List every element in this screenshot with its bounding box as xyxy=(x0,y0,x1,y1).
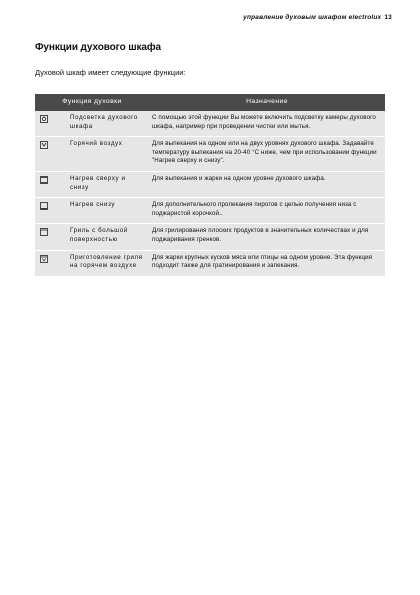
icon-cell xyxy=(35,111,67,137)
fan-heating-icon xyxy=(40,141,48,149)
oven-light-icon xyxy=(40,115,48,123)
table-row xyxy=(35,111,385,137)
function-description: Для жарки крупных кусков мяса или птицы на одном уровне. Эта функция подходит также для гратинирования и запекания. xyxy=(149,251,385,277)
fan-grill-icon xyxy=(40,255,48,263)
bottom-heat-icon xyxy=(40,202,48,210)
icon-cell xyxy=(35,224,67,250)
function-name: Нагрев снизу xyxy=(67,198,149,224)
icon-cell xyxy=(35,172,67,198)
function-description: Для грилирования плоских продуктов в значительных количествах и для поджаривания гренков. xyxy=(149,224,385,250)
function-description: Для выпекания на одном или на двух уровнях духового шкафа. Задавайте температуру выпекания на 20-40 °С ниже, чем при использовании функции "Нагрев сверху и снизу". xyxy=(149,137,385,172)
section-title: Функции духового шкафа xyxy=(35,42,161,53)
function-name: Горячий воздух xyxy=(67,137,149,172)
function-name: Приготовление гриля на горячем воздухе xyxy=(67,251,149,277)
table-row xyxy=(35,137,385,172)
col-purpose-header: Назначение xyxy=(149,94,385,111)
page-number: 13 xyxy=(384,14,392,21)
function-name: Нагрев сверху и снизу xyxy=(67,172,149,198)
function-description: С помощью этой функции Вы можете включить подсветку камеры духового шкафа, например при проведении чистки или мытья. xyxy=(149,111,385,137)
table-header-row xyxy=(35,94,385,111)
top-bottom-heat-icon xyxy=(40,176,48,184)
col-function-header: Функция духовки xyxy=(35,94,149,111)
icon-cell xyxy=(35,251,67,277)
running-title: управление духовым шкафом electrolux xyxy=(243,14,382,21)
function-name: Гриль с большой поверхностью xyxy=(67,224,149,250)
table-row xyxy=(35,251,385,277)
function-description: Для выпекания и жарки на одном уровне духового шкафа. xyxy=(149,172,385,198)
full-grill-icon xyxy=(40,228,48,236)
section-intro: Духовой шкаф имеет следующие функции: xyxy=(35,68,186,77)
table-row xyxy=(35,198,385,224)
oven-functions-table xyxy=(35,94,385,277)
icon-cell xyxy=(35,137,67,172)
function-name: Подсветка духового шкафа xyxy=(67,111,149,137)
running-header xyxy=(243,14,392,21)
icon-cell xyxy=(35,198,67,224)
table-row xyxy=(35,224,385,250)
function-description: Для дополнительного пропекания пирогов с целью получения низа с поджаристой корочкой.. xyxy=(149,198,385,224)
table-row xyxy=(35,172,385,198)
